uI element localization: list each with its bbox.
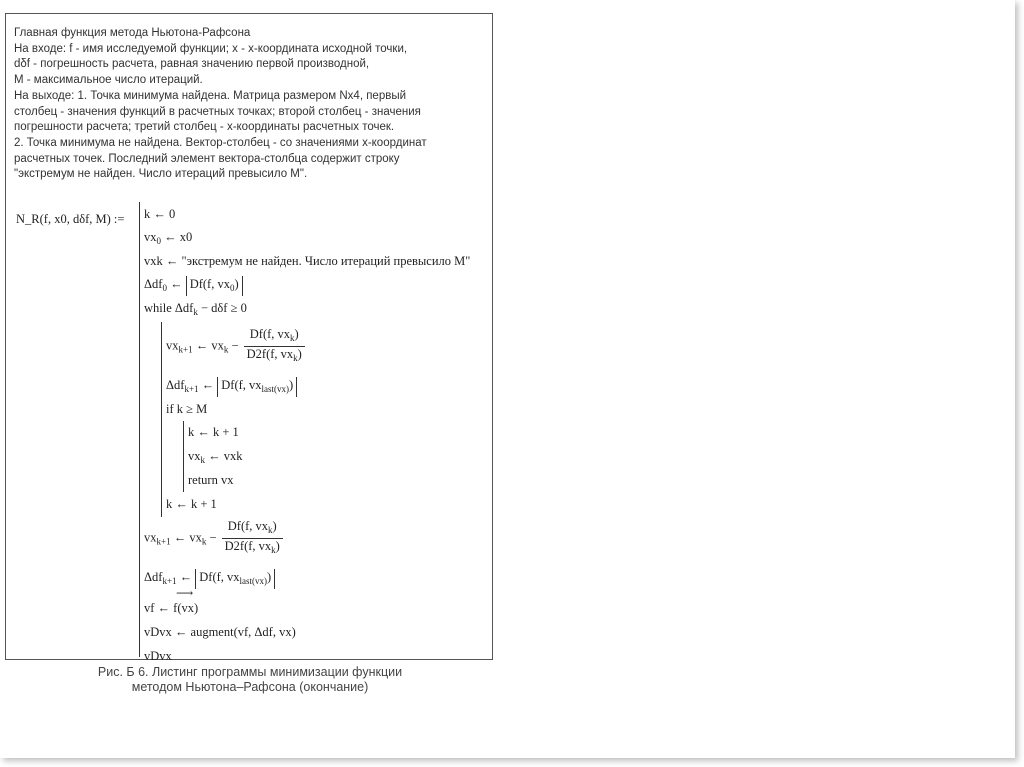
description-line: 2. Точка минимума не найдена. Вектор-столбец - со значениями x-координат	[14, 136, 427, 149]
caption-line: методом Ньютона–Рафсона (окончание)	[131, 680, 369, 694]
code-line-while: while Δdf$_k$ − dδf ≥ 0	[144, 301, 247, 317]
outer-program-bar	[139, 202, 140, 657]
code-line-final-vx: $vx_{k+1}$ ← $vx_k$ − $\frac{Df(f, vx_k)}{D2f(f, vx_k)}$	[144, 519, 285, 558]
while-body-bar	[161, 322, 162, 517]
code-line-vxk-message: vxk ← "экстремум не найден. Число итераций превысило М"	[144, 254, 471, 268]
code-line-vf: vf ← f(vx)	[144, 601, 199, 615]
abs-value: Df(f, $vx_{last(vx)}$)	[217, 377, 297, 397]
function-description	[14, 26, 484, 183]
code-line-augment: vDvx ← augment(vf, Δdf, vx)	[144, 625, 296, 639]
code-line-k-init: k ← 0	[144, 207, 176, 221]
description-line: На входе: f - имя исследуемой функции; x - x-координата исходной точки,	[14, 42, 408, 55]
code-line-result: vDvx	[144, 649, 172, 663]
code-line-df0: Δdf$_0$ ← Df(f, $vx_0$)	[144, 276, 243, 296]
code-line-if-k-inc: k ← k + 1	[188, 425, 239, 439]
code-line-vx-update: $vx_{k+1}$ ← $vx_k$ − $\frac{Df(f, vx_k)}{D2f(f, vx_k)}$	[166, 327, 307, 366]
if-body-bar	[183, 421, 184, 492]
function-signature: N_R(f, x0, dδf, M) :=	[16, 212, 125, 226]
description-line: На выходе: 1. Точка минимума найдена. Матрица размером Nx4, первый	[14, 89, 407, 102]
newton-fraction: $\frac{Df(f, vx_k)}{D2f(f, vx_k)}$	[244, 327, 305, 366]
description-line: расчетных точек. Последний элемент вектора-столбца содержит строку	[14, 152, 400, 165]
figure-caption	[80, 665, 420, 695]
listing-box	[5, 13, 493, 663]
code-line-vx0: $vx_0$ ← x0	[144, 230, 193, 246]
description-line: столбец - значения функций в расчетных точках; второй столбец - значения	[14, 105, 421, 118]
code-line-loop-k-inc: k ← k + 1	[166, 497, 217, 511]
code-line-final-df: Δdf$_{k+1}$ ← Df(f, $vx_{last(vx)}$)	[144, 569, 275, 589]
description-line: М - максимальное число итераций.	[14, 74, 203, 87]
code-line-if: if k ≥ M	[166, 402, 208, 416]
vectorize-arrow-icon: ⟶	[176, 586, 194, 600]
description-line: "экстремум не найден. Число итераций превысило М".	[14, 168, 308, 181]
code-line-return: return vx	[188, 473, 234, 487]
abs-value: Df(f, $vx_0$)	[186, 276, 243, 296]
description-line: Главная функция метода Ньютона-Рафсона	[14, 27, 251, 39]
caption-line: Рис. Б 6. Листинг программы минимизации функции	[97, 665, 403, 679]
abs-value: Df(f, $vx_{last(vx)}$)	[195, 569, 275, 589]
code-line-if-vxk: $vx_k$ ← vxk	[188, 449, 243, 465]
newton-fraction: $\frac{Df(f, vx_k)}{D2f(f, vx_k)}$	[222, 519, 283, 558]
description-line: dδf - погрешность расчета, равная значению первой производной,	[14, 58, 370, 71]
description-line: погрешности расчета; третий столбец - x-координаты расчетных точек.	[14, 121, 395, 134]
code-line-df-update: Δdf$_{k+1}$ ← Df(f, $vx_{last(vx)}$)	[166, 377, 297, 397]
